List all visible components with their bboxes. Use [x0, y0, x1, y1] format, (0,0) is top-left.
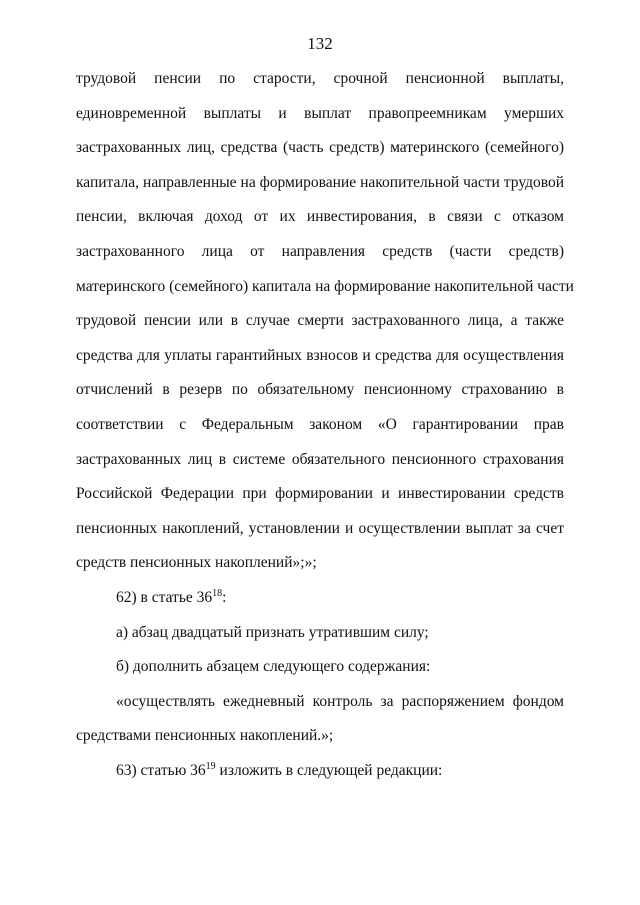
item-63-suffix: изложить в следующей редакции: [215, 761, 443, 779]
paragraph-1 [76, 62, 574, 581]
text-line: Российской Федерации при формировании и инвестировании средств [76, 485, 564, 503]
item-63-text: 63) статью 36 [116, 761, 206, 779]
text-line: пенсионных накоплений, установлении и осуществлении выплат за счет [76, 519, 564, 537]
text-line: трудовой пенсии по старости, срочной пенсионной выплаты, [76, 70, 564, 87]
text-line: материнского (семейного) капитала на формирование накопительной части [76, 277, 574, 295]
text-line: застрахованных лиц в системе обязательного пенсионного страхования [76, 450, 564, 468]
item-62b: б) дополнить абзацем следующего содержания: [116, 658, 431, 676]
text-line: пенсии, включая доход от их инвестирования, в связи с отказом [76, 208, 564, 226]
quoted-paragraph [76, 685, 564, 754]
text-line: средствами пенсионных накоплений.»; [76, 727, 334, 745]
page-number: 132 [307, 34, 333, 53]
text-line: средств пенсионных накоплений»;»; [76, 554, 317, 572]
document-body [76, 62, 574, 788]
item-62-suffix: : [222, 588, 227, 606]
text-line: единовременной выплаты и выплат правопреемникам умерших [76, 104, 564, 122]
text-line: «осуществлять ежедневный контроль за распоряжением фондом [116, 692, 564, 710]
text-line: соответствии с Федеральным законом «О гарантировании прав [76, 415, 564, 433]
text-line: средства для уплаты гарантийных взносов и средства для осуществления [76, 346, 564, 364]
item-62 [76, 581, 564, 616]
text-line: застрахованных лиц, средства (часть средств) материнского (семейного) [76, 139, 564, 157]
text-line: отчислений в резерв по обязательному пенсионному страхованию в [76, 381, 564, 399]
item-63 [76, 754, 564, 789]
text-line: застрахованного лица от направления средств (части средств) [76, 242, 564, 260]
item-63-superscript: 19 [205, 760, 216, 772]
item-62-text: 62) в статье 36 [116, 588, 213, 606]
text-line: капитала, направленные на формирование накопительной части трудовой [76, 173, 564, 191]
item-62-superscript: 18 [212, 587, 223, 599]
item-62a: а) абзац двадцатый признать утратившим силу; [116, 623, 429, 641]
text-line: трудовой пенсии или в случае смерти застрахованного лица, а также [76, 312, 564, 330]
